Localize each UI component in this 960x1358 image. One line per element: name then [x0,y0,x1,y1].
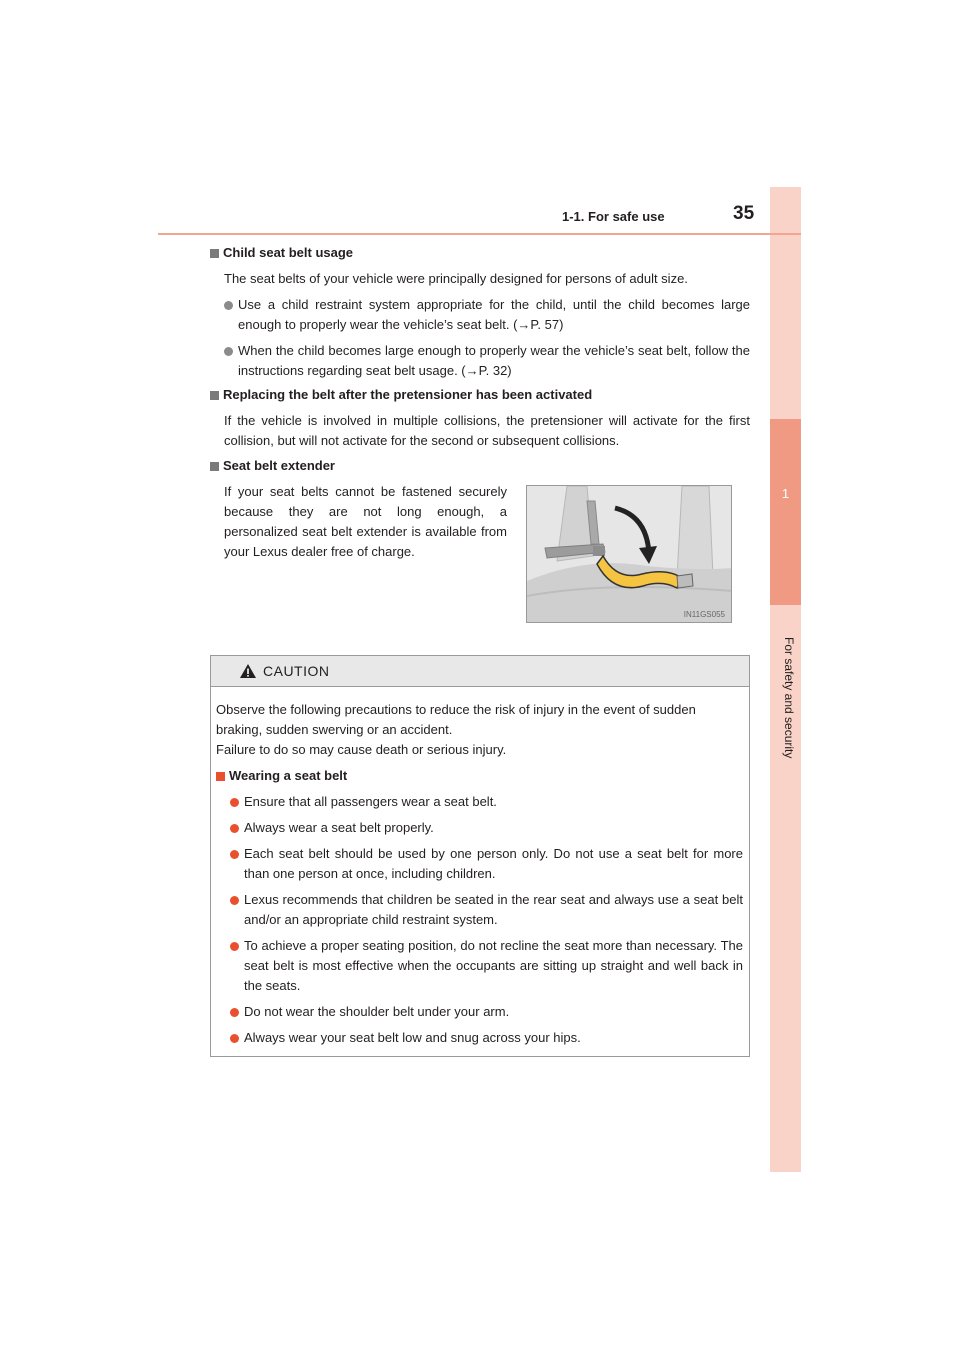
square-bullet-icon [210,391,219,400]
section-paragraph: The seat belts of your vehicle were principally designed for persons of adult size. [224,271,688,286]
caution-content [216,700,743,1054]
section-seat-belt-extender [210,456,510,562]
square-bullet-icon [216,772,225,781]
circle-bullet-icon [224,301,233,310]
list-item: Each seat belt should be used by one person only. Do not use a seat belt for more than one person at once, including children. [216,844,743,884]
circle-bullet-icon [224,347,233,356]
caution-intro-warning: Failure to do so may cause death or serious injury. [216,742,507,757]
caution-intro: Observe the following precautions to reduce the risk of injury in the event of sudden braking, sudden swerving or an accident. [216,702,696,737]
circle-bullet-icon [230,1008,239,1017]
section-child-seat-belt [210,243,750,381]
chapter-title: For safety and security [782,637,796,759]
seat-belt-extender-illustration [526,485,732,623]
caution-title: CAUTION [263,663,330,679]
circle-bullet-icon [230,798,239,807]
list-item: Always wear your seat belt low and snug across your hips. [216,1028,743,1048]
list-item: To achieve a proper seating position, do not recline the seat more than necessary. The seat belt is most effective when the occupants are sitting up straight and well back in the seats. [216,936,743,996]
header-rule [158,233,801,235]
seat-belt-extender-drawing [527,486,732,623]
list-item: Ensure that all passengers wear a seat belt. [216,792,743,812]
list-item: Lexus recommends that children be seated in the rear seat and always use a seat belt and/or an appropriate child restraint system. [216,890,743,930]
list-item: Always wear a seat belt properly. [216,818,743,838]
square-bullet-icon [210,462,219,471]
caution-heading: Wearing a seat belt [216,766,743,786]
square-bullet-icon [210,249,219,258]
caution-header [211,656,749,687]
section-heading: Child seat belt usage [210,243,750,263]
list-item: When the child becomes large enough to properly wear the vehicle’s seat belt, follow the instructions regarding seat belt usage. (→P. 32) [210,341,750,381]
chapter-side-tab [770,187,801,1172]
caution-box [210,655,750,1057]
section-heading: Seat belt extender [210,456,510,476]
circle-bullet-icon [230,1034,239,1043]
section-title: 1-1. For safe use [562,209,665,224]
chapter-number: 1 [781,486,790,501]
warning-triangle-icon [239,663,257,679]
circle-bullet-icon [230,942,239,951]
page-number: 35 [733,203,755,224]
section-paragraph: If the vehicle is involved in multiple collisions, the pretensioner will activate for the first collision, but will not activate for the second or subsequent collisions. [224,413,750,448]
section-heading: Replacing the belt after the pretensioner has been activated [210,385,750,405]
list-item: Do not wear the shoulder belt under your arm. [216,1002,743,1022]
illustration-code: IN11GS055 [683,610,725,619]
circle-bullet-icon [230,850,239,859]
section-pretensioner [210,385,750,451]
circle-bullet-icon [230,824,239,833]
chapter-number-box [770,419,801,605]
circle-bullet-icon [230,896,239,905]
list-item: Use a child restraint system appropriate for the child, until the child becomes large enough to properly wear the vehicle’s seat belt. (→P. 57) [210,295,750,335]
section-paragraph: If your seat belts cannot be fastened securely because they are not long enough, a personalized seat belt extender is available from your Lexus dealer free of charge. [224,484,507,559]
